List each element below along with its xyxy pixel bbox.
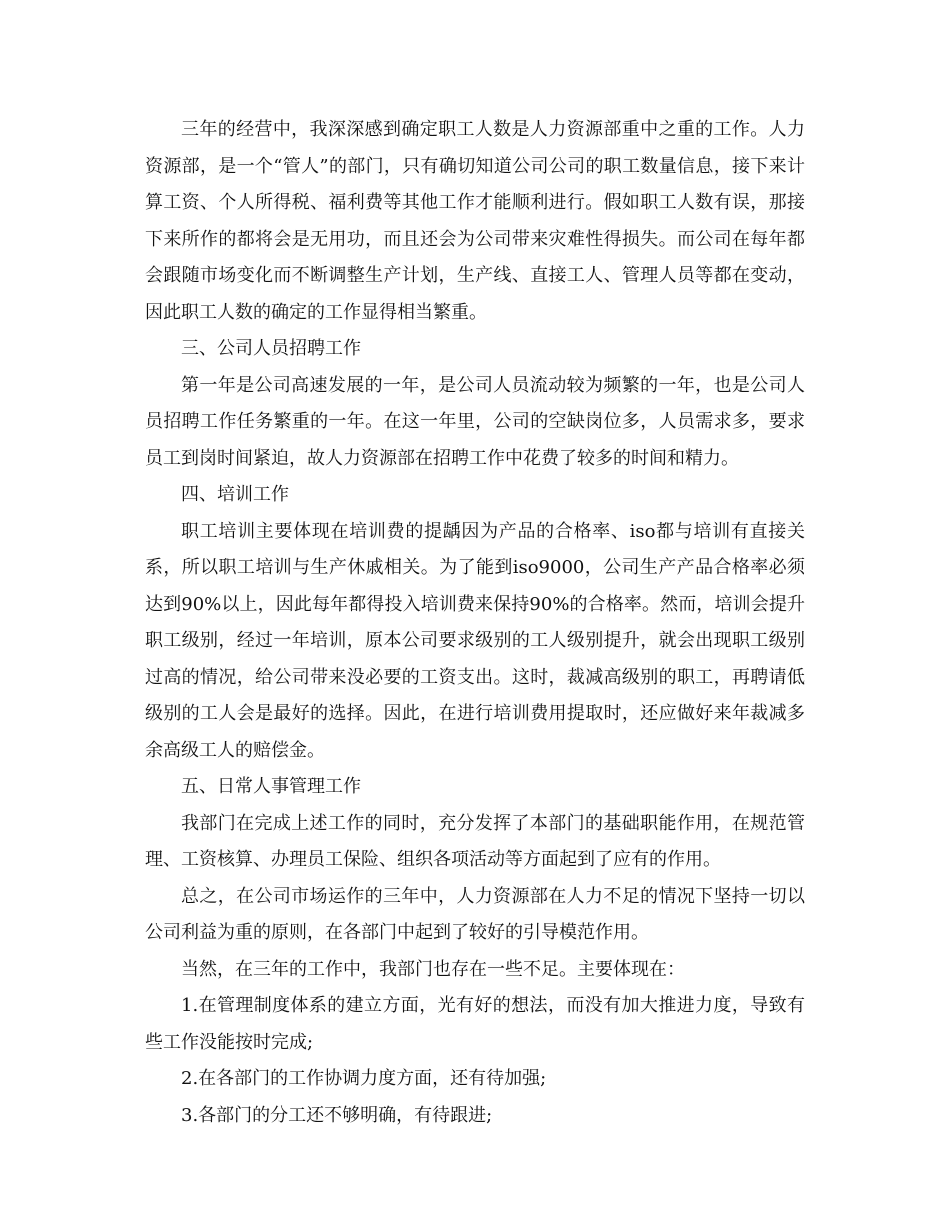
list-item-2: 2.在各部门的工作协调力度方面，还有待加强;: [181, 1068, 547, 1089]
heading-training: 四、培训工作: [181, 484, 289, 505]
heading-daily-hr: 五、日常人事管理工作: [181, 776, 361, 797]
list-item-3: 3.各部门的分工还不够明确，有待跟进;: [181, 1104, 493, 1126]
paragraph-daily-hr: 我部门在完成上述工作的同时，充分发挥了本部门的基础职能作用，在规范管理、工资核算、办理员工保险、组织各项活动等方面起到了应有的作用。: [145, 812, 805, 870]
paragraph-training: 职工培训主要体现在培训费的提龋因为产品的合格率、iso都与培训有直接关系，所以职工培训与生产休戚相关。为了能到iso9000，公司生产产品合格率必须达到90%以上，因此每年都得投入培训费来保持90%的合格率。然而，培训会提升职工级别，经过一年培训，原本公司要求级别的工人级别提升，就会出现职工级别过高的情况，给公司带来没必要的工资支出。这时，裁减高级别的职工，再聘请低级别的工人会是最好的选择。因此，在进行培训费用提取时，还应做好来年裁减多余高级工人的赔偿金。: [145, 520, 805, 761]
paragraph-recruitment: 第一年是公司高速发展的一年，是公司人员流动较为频繁的一年，也是公司人员招聘工作任务繁重的一年。在这一年里，公司的空缺岗位多，人员需求多，要求员工到岗时间紧迫，故人力资源部在招聘工作中花费了较多的时间和精力。: [145, 374, 805, 469]
list-item-1: 1.在管理制度体系的建立方面，光有好的想法，而没有加大推进力度，导致有些工作没能按时完成;: [145, 995, 805, 1053]
heading-recruitment: 三、公司人员招聘工作: [181, 338, 361, 359]
document-page: [145, 112, 805, 1134]
paragraph-shortcomings-intro: 当然，在三年的工作中，我部门也存在一些不足。主要体现在：: [181, 958, 685, 980]
paragraph-summary: 总之，在公司市场运作的三年中，人力资源部在人力不足的情况下坚持一切以公司利益为重的原则，在各部门中起到了较好的引导模范作用。: [145, 885, 805, 943]
paragraph-headcount: 三年的经营中，我深深感到确定职工人数是人力资源部重中之重的工作。人力资源部，是一个“管人”的部门，只有确切知道公司公司的职工数量信息，接下来计算工资、个人所得税、福利费等其他工作才能顺利进行。假如职工人数有误，那接下来所作的都将会是无用功，而且还会为公司带来灾难性得损失。而公司在每年都会跟随市场变化而不断调整生产计划，生产线、直接工人、管理人员等都在变动，因此职工人数的确定的工作显得相当繁重。: [145, 119, 805, 323]
